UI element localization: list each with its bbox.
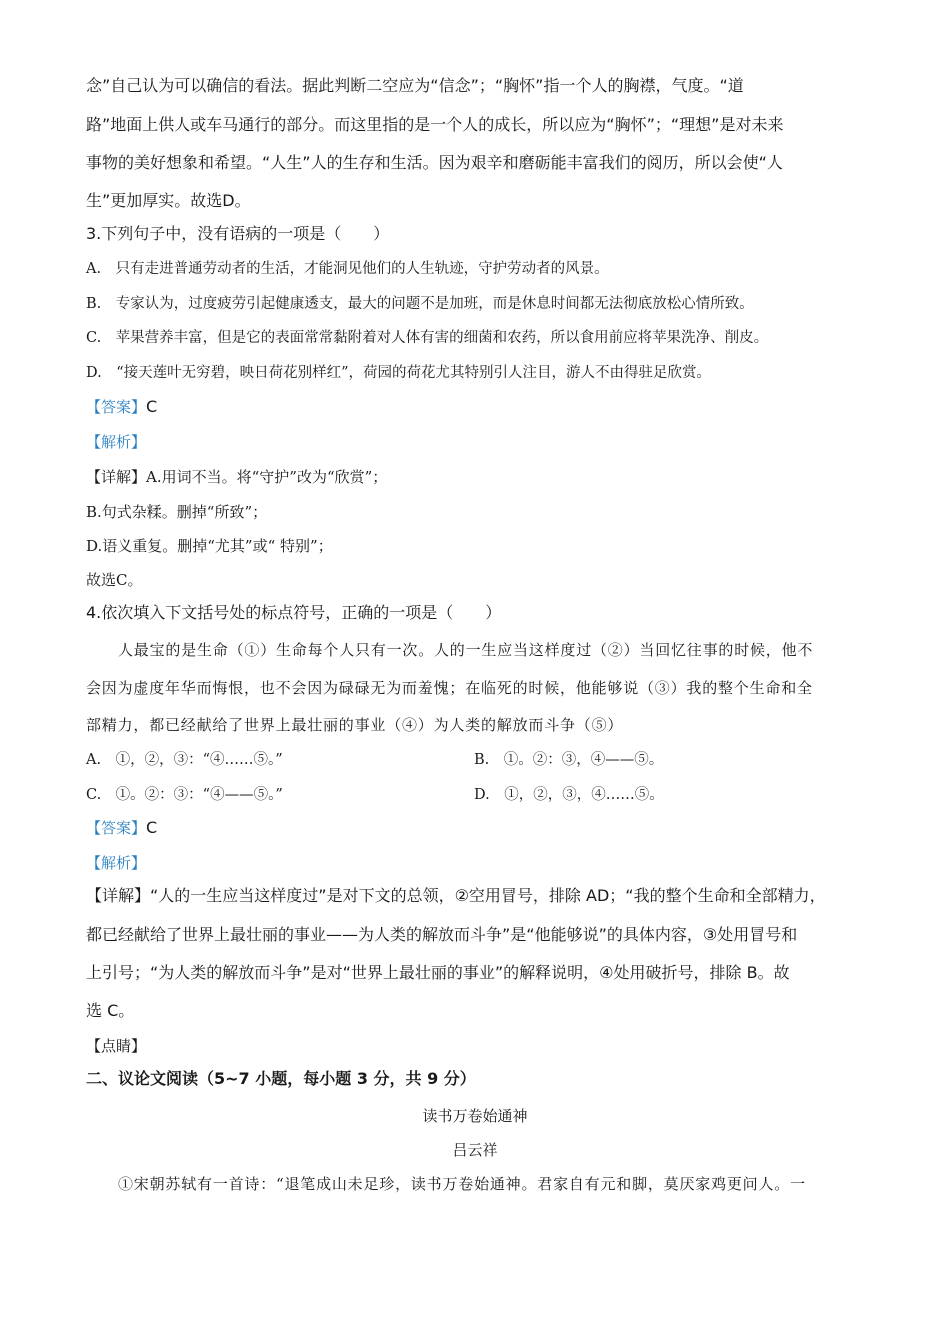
q3-detail-4: 故选C。: [86, 571, 143, 589]
q4-detail-3: 上引号；“为人类的解放而斗争”是对“世界上最壮丽的事业”的解释说明，④处用破折号，排除 B。故: [86, 963, 790, 982]
article-author: 吕云祥: [452, 1141, 498, 1159]
q4-option-d: D. ①，②，③，④……⑤。: [474, 787, 664, 803]
q3-detail-2: B.句式杂糅。删掉“所致”；: [86, 503, 268, 521]
q4-passage-2: 会因为虚度年华而悔恨，也不会因为碌碌无为而羞愧；在临死的时候，他能够说（③）我的整个生命和全: [86, 679, 813, 697]
q4-passage-3: 部精力，都已经献给了世界上最壮丽的事业（④）为人类的解放而斗争（⑤）: [86, 716, 624, 734]
q3-answer-label: 【答案】: [86, 398, 147, 416]
q3-option-c: C. 苹果营养丰富，但是它的表面常常黏附着对人体有害的细菌和农药，所以食用前应将苹果洗净、削皮。: [86, 330, 769, 346]
q4-option-c: C. ①。②：③：“④——⑤。”: [86, 787, 283, 803]
q4-detail-4: 选 C。: [86, 1001, 135, 1020]
q3-analysis-label: 【解析】: [86, 433, 147, 451]
q3-option-b: B. 专家认为，过度疲劳引起健康透支，最大的问题不是加班，而是休息时间都无法彻底放松心情所致。: [86, 296, 754, 312]
q4-answer-label: 【答案】: [86, 819, 147, 837]
q3-option-d: D. “接天莲叶无穷碧，映日荷花别样红”，荷园的荷花尤其特别引人注目，游人不由得驻足欣赏。: [86, 365, 712, 381]
q4-answer: [86, 818, 157, 838]
article-paragraph-1: ①宋朝苏轼有一首诗：“退笔成山未足珍，读书万卷始通神。君家自有元和脚，莫厌家鸡更问人。一: [118, 1175, 806, 1193]
q3-stem: 3.下列句子中，没有语病的一项是（ ）: [86, 224, 390, 243]
intro-line-3: 事物的美好想象和希望。“人生”人的生存和生活。因为艰辛和磨砺能丰富我们的阅历，所以会使“人: [86, 153, 783, 172]
q4-analysis-label: 【解析】: [86, 854, 147, 872]
intro-line-4: 生”更加厚实。故选D。: [86, 191, 251, 210]
intro-line-2: 路”地面上供人或车马通行的部分。而这里指的是一个人的成长，所以应为“胸怀”；“理想”是对未来: [86, 115, 784, 134]
q3-detail-1: 【详解】A.用词不当。将“守护”改为“欣赏”；: [86, 468, 388, 486]
intro-line-1: 念”自己认为可以确信的看法。据此判断二空应为“信念”；“胸怀”指一个人的胸襟，气度。“道: [86, 76, 744, 95]
q4-detail-1: 【详解】“人的一生应当这样度过”是对下文的总领，②空用冒号，排除 AD；“我的整个生命和全部精力，: [86, 886, 826, 905]
q4-stem: 4.依次填入下文括号处的标点符号，正确的一项是（ ）: [86, 603, 502, 622]
q4-passage-1: 人最宝的是生命（①）生命每个人只有一次。人的一生应当这样度过（②）当回忆往事的时候，他不: [118, 641, 814, 659]
q3-answer-value: C: [146, 397, 158, 416]
q4-detail-2: 都已经献给了世界上最壮丽的事业——为人类的解放而斗争”是“他能够说”的具体内容，③处用冒号和: [86, 925, 798, 944]
q3-answer: [86, 397, 157, 417]
q3-detail-3: D.语义重复。删掉“尤其”或“ 特别”；: [86, 537, 333, 555]
q4-tip-label: 【点睛】: [86, 1037, 147, 1055]
section-heading: 二、议论文阅读（5~7 小题，每小题 3 分，共 9 分）: [86, 1069, 476, 1088]
q3-option-a: A. 只有走进普通劳动者的生活，才能洞见他们的人生轨迹，守护劳动者的风景。: [86, 261, 609, 277]
q4-option-b: B. ①。②：③，④——⑤。: [474, 752, 664, 768]
article-title: 读书万卷始通神: [422, 1107, 528, 1125]
q4-answer-value: C: [146, 818, 158, 837]
q4-option-a: A. ①，②，③：“④……⑤。”: [86, 752, 283, 768]
